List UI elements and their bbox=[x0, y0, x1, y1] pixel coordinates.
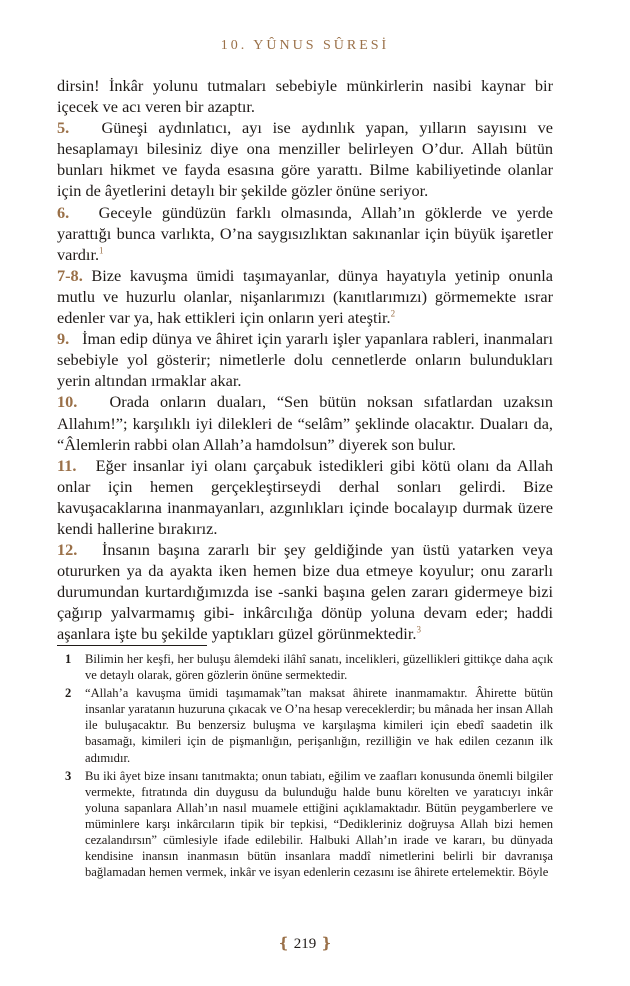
verse-number: 9. bbox=[57, 329, 70, 349]
verse-text-block bbox=[57, 75, 553, 645]
verse-text: Geceyle gündüzün farklı olmasında, Allah’ın göklerde ve yerde yarattığı bunca varlıkta, O’na saygısızlıktan sakınanlar için büyük işaretler vardır. bbox=[57, 202, 554, 264]
verse-number: 11. bbox=[57, 455, 77, 475]
footnote-number: 2 bbox=[65, 686, 72, 701]
verse-paragraph bbox=[57, 328, 553, 391]
footnote-item bbox=[57, 685, 553, 765]
folio-left-ornament-icon: ❴ bbox=[277, 936, 290, 952]
verse-paragraph bbox=[57, 202, 553, 265]
verse-paragraph bbox=[57, 75, 553, 117]
folio-right-ornament-icon: ❵ bbox=[320, 936, 333, 952]
verse-number: 12. bbox=[57, 540, 78, 560]
verse-paragraph bbox=[57, 455, 553, 539]
verse-text: Güneşi aydınlatıcı, ayı ise aydınlık yapan, yılların sayısını ve hesaplamayı bilesiniz diye ona menziller belirleyen O’dur. Allah bütün bunları hikmet ve fayda esasına göre yarattı. Bilme kabiliyetinde olanlar için de âyetlerini detaylı bir şekilde gözler önüne seriyor. bbox=[57, 118, 553, 201]
page-number-value: 219 bbox=[293, 936, 317, 952]
verse-paragraph bbox=[57, 391, 553, 454]
verse-text: Orada onların duaları, “Sen bütün noksan sıfatlardan uzaksın Allahım!”; karşılıklı iyi dilekleri de “selâm” şeklinde olacaktır. Duaları da, “Âlemlerin rabbi olan Allah’a hamdolsun” diyerek son bulur. bbox=[57, 392, 553, 454]
running-header: 10. YÛNUS SÛRESİ bbox=[220, 38, 390, 53]
verse-text: Bize kavuşma ümidi taşımayanlar, dünya hayatıyla yetinip onunla mutlu ve huzurlu olanlar, nişanlarımızı (kanıtlarımızı) görmemekte ısrar edenler var ya, hak ettikleri için onların yeri ateştir. bbox=[57, 265, 553, 328]
footnote-text: “Allah’a kavuşma ümidi taşımamak”tan maksat âhirete inanmamaktır. Âhirette bütün insanlar yaratanın huzuruna çıkacak ve O’na hesap vereceklerdir; bu mânada her insan Allah ile buluşacaktır. Bu benzersiz buluşma ve karşılaşma kimileri için ebedî saadetin ilk basamağı, kimileri için de pişmanlığın, perişanlığın, rezilliğin ve hak edilen cezanın ilk adımıdır. bbox=[85, 686, 553, 765]
page-number bbox=[57, 934, 553, 953]
footnote-separator bbox=[57, 645, 207, 646]
footnote-reference[interactable]: 2 bbox=[390, 308, 396, 319]
footnote-number: 1 bbox=[65, 652, 72, 666]
footnotes bbox=[57, 651, 553, 882]
verse-number: 7-8. bbox=[57, 265, 83, 285]
book-page bbox=[57, 0, 553, 986]
footnote-item bbox=[57, 768, 553, 881]
footnote-number: 3 bbox=[65, 768, 72, 783]
verse-number: 10. bbox=[57, 392, 78, 412]
verse-number: 6. bbox=[57, 202, 70, 222]
footnote-text: Bilimin her keşfi, her buluşu âlemdeki ilâhî sanatı, incelikleri, güzellikleri gittikçe daha açık ve detaylı olarak, gören gözlerin önüne sermektedir. bbox=[85, 652, 553, 683]
footnote-reference[interactable]: 3 bbox=[416, 625, 421, 636]
footnote-reference[interactable]: 1 bbox=[99, 245, 104, 256]
verse-text: Eğer insanlar iyi olanı çarçabuk istedikleri gibi kötü olanı da Allah onlar için hemen gerçekleştirseydi derhal sonları gelirdi. Bize kavuşacaklarına inanmayanları, azgınlıkları içinde bocalayıp durmak üzere kendi hallerine bırakırız. bbox=[57, 455, 553, 538]
footnote-text: Bu iki âyet bize insanı tanıtmakta; onun tabiatı, eğilim ve zaafları konusunda önemli bilgiler vermekte, fıtratında din duygusu da bulunduğu halde bunu körelten ve yaratıcıyı inkâr yoluna sapanlara Allah’ın nasıl muamele ettiğini açıklamaktadır. Bütün peygamberlere ve müminlere karşı inkârcıların tipik bir tepkisi, “Dedikleriniz doğruysa Allah bizi hemen cezalandırsın” cümlesiyle ifade edilebilir. Halbuki Allah’ın irade ve kararı, bu dünyada kendisine inansın inanmasın bütün insanlara maddî nimetlerini belirli bir davranışa bağlamadan hemen vermek, inkâr ve isyan edenlerin cezasını ise âhirete ertelemektir. Böyle bbox=[85, 768, 553, 880]
verse-text: İnsanın başına zararlı bir şey geldiğinde yan üstü yatarken veya otururken ya da ayakta iken hemen bize dua etmeye koyulur; onu zararlı durumundan kurtardığımızda ise -sanki başına gelen zararı gidermeye bizi çağırıp yalvarmamış gibi- inkârcılığa dönüp yoluna devam eder; haddi aşanlara işte bu şekilde yaptıkları güzel görünmektedir. bbox=[57, 540, 553, 644]
verse-number: 5. bbox=[57, 118, 70, 138]
verse-paragraph bbox=[57, 117, 553, 201]
verse-paragraph bbox=[57, 265, 553, 328]
verse-paragraph bbox=[57, 539, 553, 644]
footnote-item bbox=[57, 651, 553, 683]
verse-text: dirsin! İnkâr yolunu tutmaları sebebiyle münkirlerin nasibi kaynar bir içecek ve acı veren bir azaptır. bbox=[57, 76, 553, 117]
verse-text: İman edip dünya ve âhiret için yararlı işler yapanlara rableri, inanmaları sebebiyle yol gösterir; nimetlerle dolu cennetlerde onların bulundukları yerin altından ırmaklar akar. bbox=[57, 329, 553, 391]
